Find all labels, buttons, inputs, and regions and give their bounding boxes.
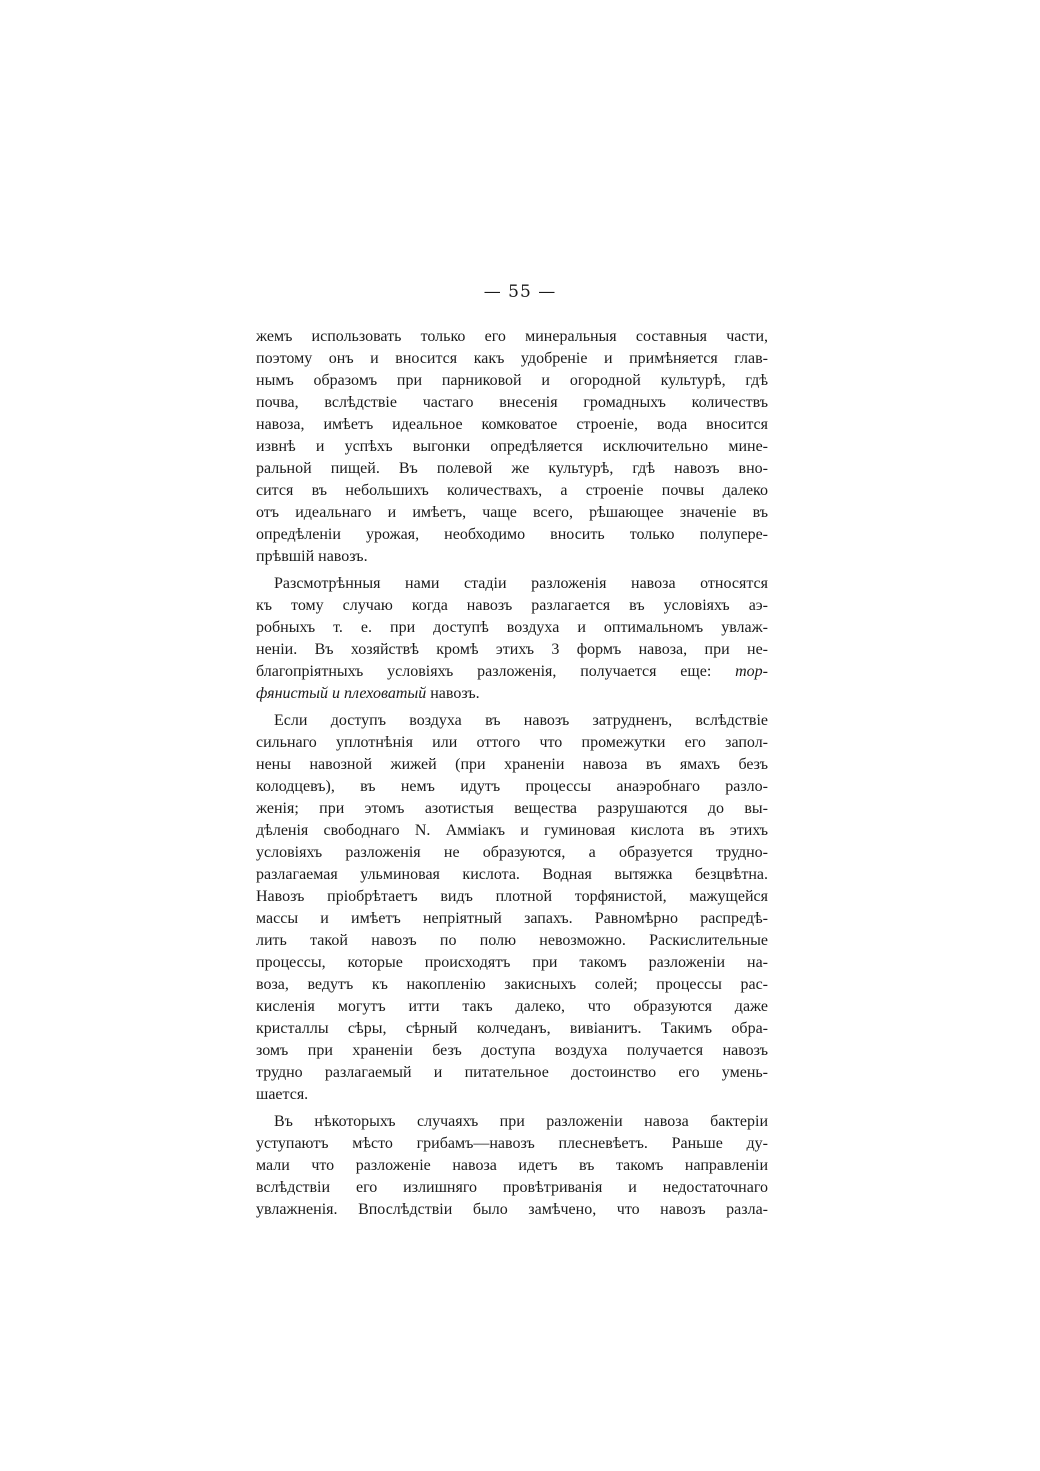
text-line: увлажненія. Впослѣдствіи было замѣчено, что навозъ разла- bbox=[256, 1201, 768, 1218]
text-line: навоза, имѣетъ идеальное комковатое строеніе, вода вносится bbox=[256, 416, 768, 433]
text-line: Разсмотрѣнныя нами стадіи разложенія навоза относятся bbox=[274, 575, 768, 592]
text-line: условіяхъ разложенія не образуются, а образуется трудно- bbox=[256, 844, 768, 861]
text-line: сится въ небольшихъ количествахъ, а строеніе почвы далеко bbox=[256, 482, 768, 499]
text-line: ральной пищей. Въ полевой же культурѣ, гдѣ навозъ вно- bbox=[256, 460, 768, 477]
text-line: женія; при этомъ азотистыя вещества разрушаются до вы- bbox=[256, 800, 768, 817]
italic-term: тор- bbox=[735, 663, 768, 680]
text-line: трудно разлагаемый и питательное достоинство его умень- bbox=[256, 1064, 768, 1081]
paragraph-4 bbox=[256, 1111, 768, 1221]
text-line: зомъ при храненіи безъ доступа воздуха получается навозъ bbox=[256, 1042, 768, 1059]
text-line: кисленія могутъ итти такъ далеко, что образуются даже bbox=[256, 998, 768, 1015]
text-line: жемъ использовать только его минеральныя составныя части, bbox=[256, 328, 768, 345]
text-line: почва, вслѣдствіе частаго внесенія громадныхъ количествъ bbox=[256, 394, 768, 411]
text-fragment: благопріятныхъ условіяхъ разложенія, получается еще: bbox=[256, 663, 712, 680]
text-line: массы и имѣетъ непріятный запахъ. Равномѣрно распредѣ- bbox=[256, 910, 768, 927]
text-line: неніи. Въ хозяйствѣ кромѣ этихъ 3 формъ навоза, при не- bbox=[256, 641, 768, 658]
text-line bbox=[256, 661, 768, 683]
text-line: отъ идеальнаго и имѣетъ, чаще всего, рѣшающее значеніе въ bbox=[256, 504, 768, 521]
text-line bbox=[256, 683, 768, 705]
text-line: робныхъ т. е. при доступѣ воздуха и оптимальномъ увлаж- bbox=[256, 619, 768, 636]
text-line: уступаютъ мѣсто грибамъ—навозъ плесневѣетъ. Раньше ду- bbox=[256, 1135, 768, 1152]
paragraph-2 bbox=[256, 573, 768, 705]
text-line: лить такой навозъ по полю невозможно. Раскислительные bbox=[256, 932, 768, 949]
text-line: вслѣдствіи его излишняго провѣтриванія и недостаточнаго bbox=[256, 1179, 768, 1196]
body-text bbox=[256, 326, 768, 1221]
text-line: дѣленія свободнаго N. Аммiакъ и гуминовая кислота въ этихъ bbox=[256, 822, 768, 839]
text-line: процессы, которые происходятъ при такомъ разложеніи на- bbox=[256, 954, 768, 971]
text-line: мали что разложеніе навоза идетъ въ такомъ направленіи bbox=[256, 1157, 768, 1174]
text-line: разлагаемая ульминовая кислота. Водная вытяжка безцвѣтна. bbox=[256, 866, 768, 883]
paragraph-3 bbox=[256, 710, 768, 1106]
paragraph-1 bbox=[256, 326, 768, 568]
text-fragment: навозъ. bbox=[426, 685, 480, 702]
text-line: Въ нѣкоторыхъ случаяхъ при разложеніи навоза бактеріи bbox=[274, 1113, 768, 1130]
text-line: нены навозной жижей (при храненіи навоза въ ямахъ безъ bbox=[256, 756, 768, 773]
text-line: кристаллы сѣры, сѣрный колчеданъ, вивіанитъ. Такимъ обра- bbox=[256, 1020, 768, 1037]
text-line: Навозъ пріобрѣтаетъ видъ плотной торфянистой, мажущейся bbox=[256, 888, 768, 905]
text-line: поэтому онъ и вносится какъ удобреніе и примѣняется глав- bbox=[256, 350, 768, 367]
italic-term: фянистый и плеховатый bbox=[256, 685, 427, 702]
text-line: шается. bbox=[256, 1086, 309, 1103]
text-line: воза, ведутъ къ накопленію закисныхъ солей; процессы рас- bbox=[256, 976, 768, 993]
text-line: къ тому случаю когда навозъ разлагается въ условіяхъ аэ- bbox=[256, 597, 768, 614]
page-number: — 55 — bbox=[483, 282, 557, 302]
text-line: опредѣленіи урожая, необходимо вносить только полупере- bbox=[256, 526, 768, 543]
text-line: извнѣ и успѣхъ выгонки опредѣляется исключительно мине- bbox=[256, 438, 768, 455]
text-line: прѣвшій навозъ. bbox=[256, 548, 368, 565]
text-line: сильнаго уплотнѣнія или оттого что промежутки его запол- bbox=[256, 734, 768, 751]
text-line: нымъ образомъ при парниковой и огородной культурѣ, гдѣ bbox=[256, 372, 768, 389]
text-line: колодцевъ), въ немъ идутъ процессы анаэробнаго разло- bbox=[256, 778, 768, 795]
text-line: Если доступъ воздуха въ навозъ затрудненъ, вслѣдствіе bbox=[274, 712, 768, 729]
